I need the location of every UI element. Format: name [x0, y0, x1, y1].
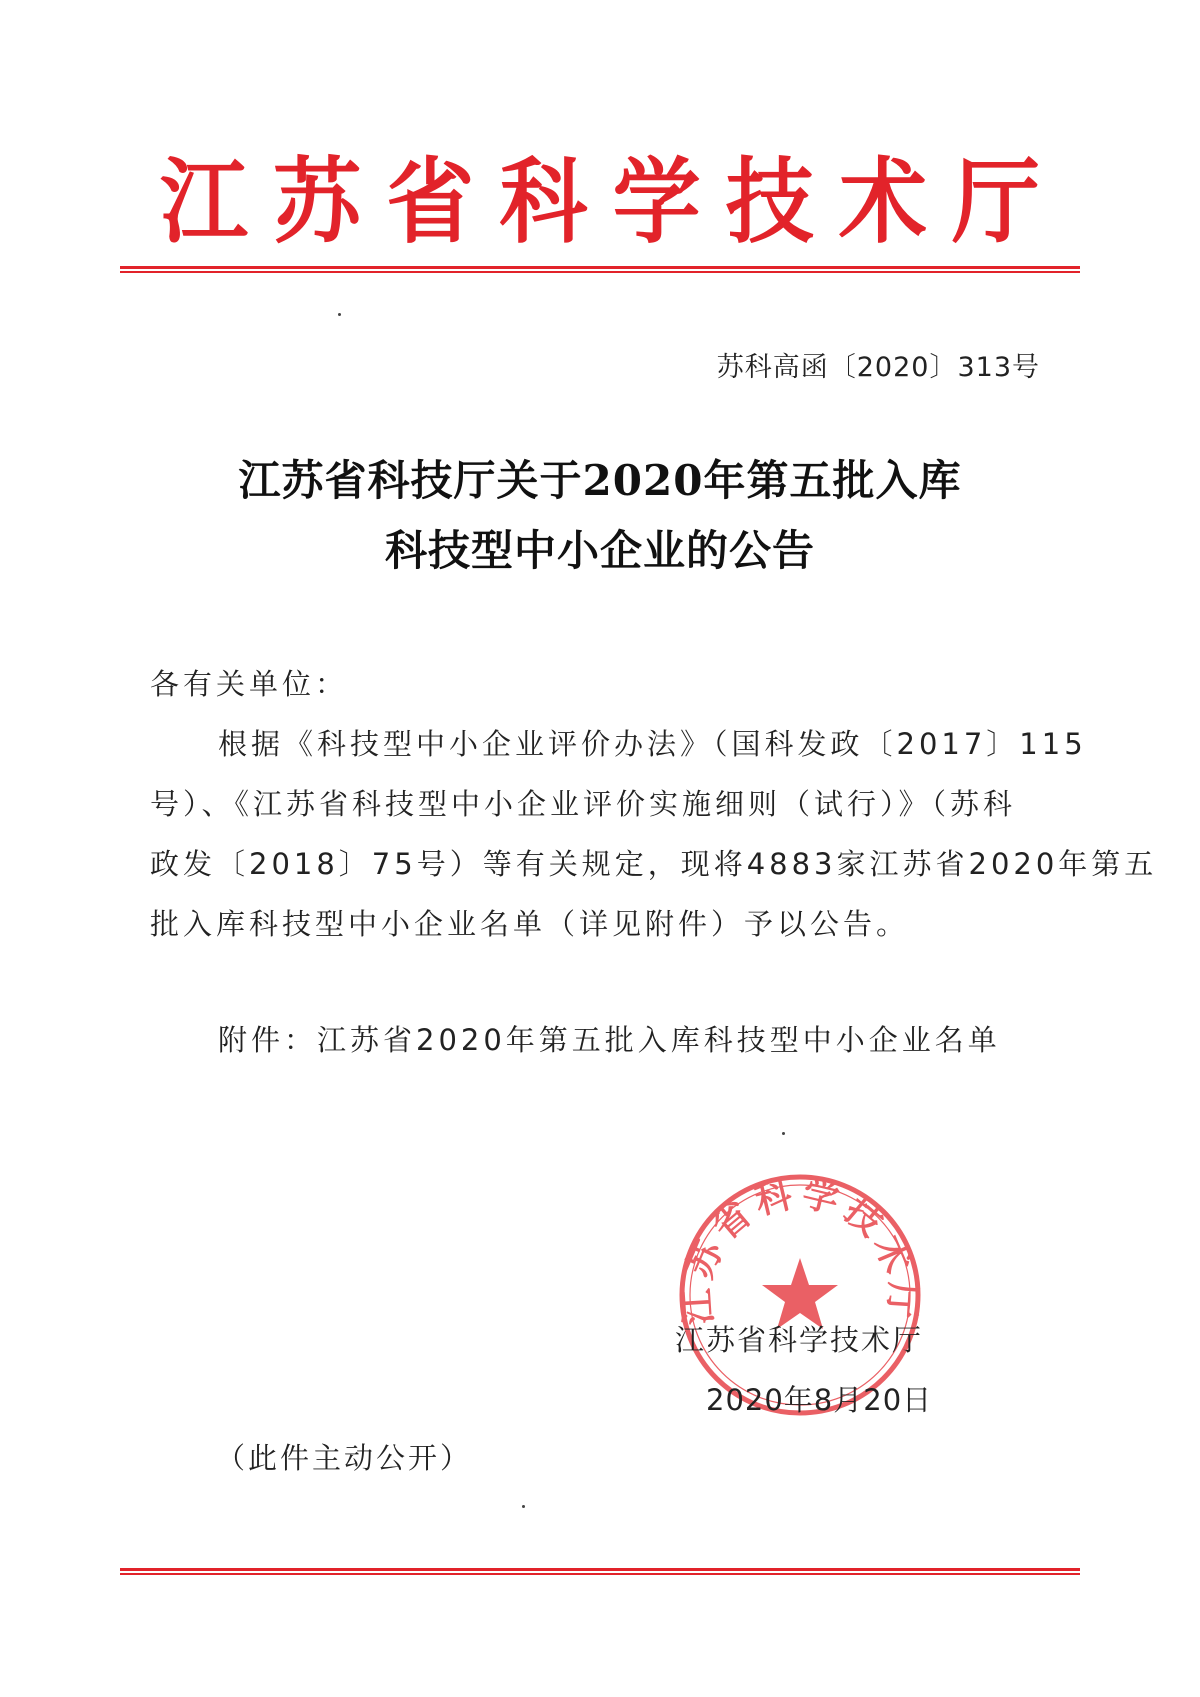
body-line: 政发〔2018〕75号）等有关规定，现将4883家江苏省2020年第五: [150, 847, 1158, 881]
letterhead-char: 技: [725, 147, 814, 256]
footer-divider: [120, 1568, 1080, 1575]
salutation: 各有关单位：: [150, 667, 349, 701]
letterhead-char: 厅: [951, 147, 1040, 256]
scan-speck: [338, 313, 341, 316]
letterhead-char: 省: [386, 147, 475, 256]
scan-speck: [782, 1132, 785, 1135]
letterhead-char: 江: [160, 147, 249, 256]
letterhead-char: 科: [499, 147, 588, 256]
document-title-line-2: 科技型中小企业的公告: [384, 526, 815, 575]
body-line: 批入库科技型中小企业名单（详见附件）予以公告。: [150, 907, 910, 941]
document-title-line-1: 江苏省科技厅关于2020年第五批入库: [238, 456, 962, 505]
letterhead-divider: [120, 266, 1080, 273]
letterhead-char: 术: [838, 147, 927, 256]
signature-date: 2020年8月20日: [706, 1383, 933, 1417]
seal-text: 江苏省科学技术厅: [676, 1173, 924, 1326]
signature-organization: 江苏省科学技术厅: [675, 1323, 924, 1357]
body-line: 根据《科技型中小企业评价办法》（国科发政〔2017〕115: [218, 727, 1087, 761]
letterhead-char: 学: [612, 147, 701, 256]
letterhead-title: [160, 140, 1040, 256]
letterhead-char: 苏: [273, 147, 362, 256]
scan-speck: [522, 1505, 525, 1508]
body-line: 号）、《江苏省科技型中小企业评价实施细则（试行）》（苏科: [150, 787, 1017, 821]
document-number: 苏科高函〔2020〕313号: [716, 352, 1040, 383]
disclosure-note: （此件主动公开）: [216, 1441, 473, 1475]
attachment-line: 附件：江苏省2020年第五批入库科技型中小企业名单: [218, 1023, 1001, 1057]
